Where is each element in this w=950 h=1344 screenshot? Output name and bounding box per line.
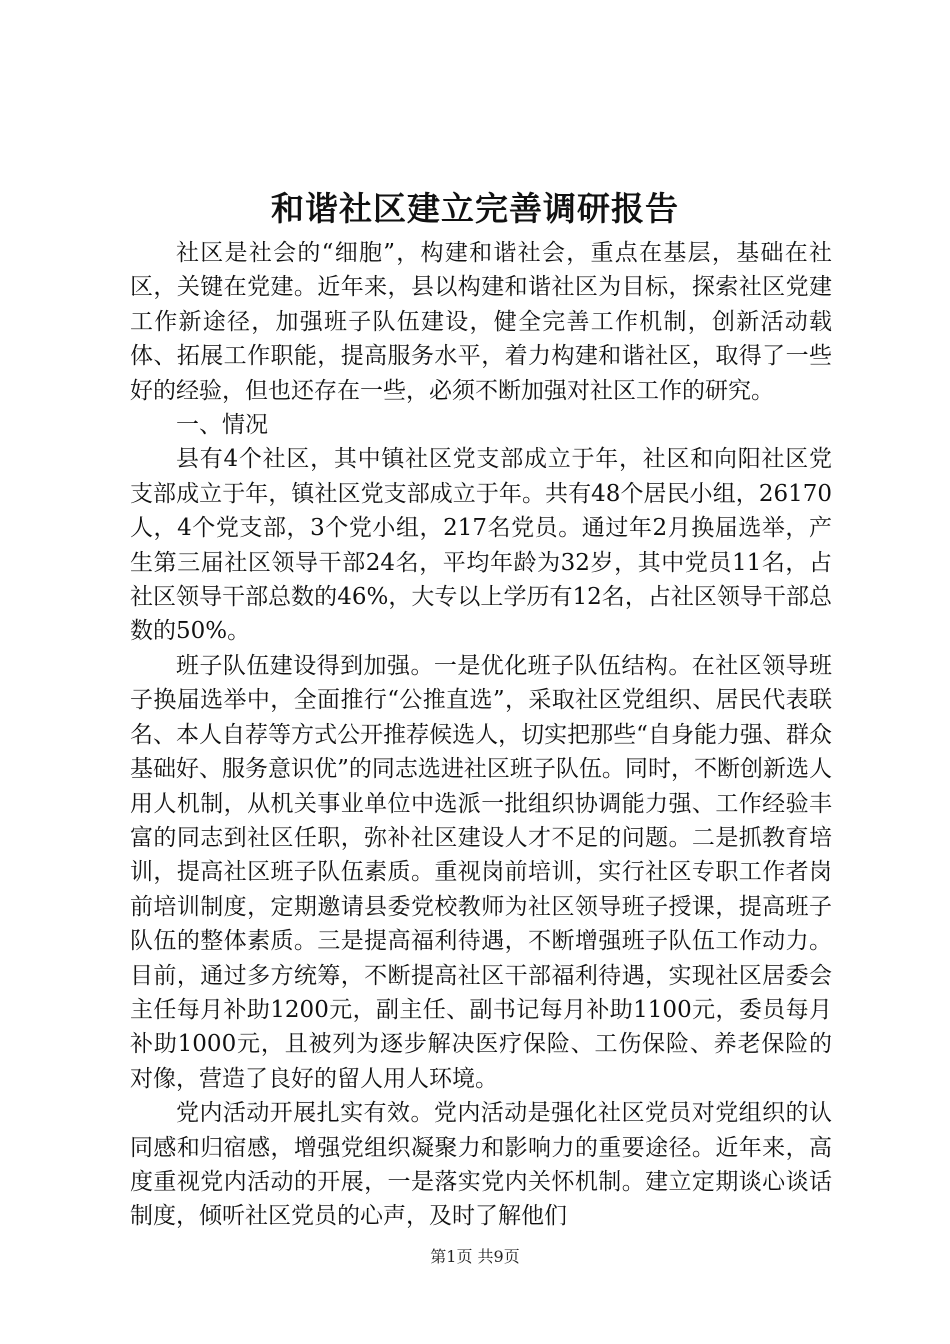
document-body <box>130 236 832 1234</box>
paragraph-overview: 县有4个社区，其中镇社区党支部成立于年，社区和向阳社区党支部成立于年，镇社区党支部成立于年。共有48个居民小组，26170人，4个党支部，3个党小组，217名党员。通过年2月换届选举，产生第三届社区领导干部24名，平均年龄为32岁，其中党员11名，占社区领导干部总数的46%，大专以上学历有12名，占社区领导干部总数的50%。 <box>130 446 832 645</box>
page-footer: 第1页 共9页 <box>430 1247 520 1266</box>
paragraph-party-activities: 党内活动开展扎实有效。党内活动是强化社区党员对党组织的认同感和归宿感，增强党组织凝聚力和影响力的重要途径。近年来，高度重视党内活动的开展，一是落实党内关怀机制。建立定期谈心谈话制度，倾听社区党员的心声，及时了解他们 <box>130 1100 832 1230</box>
paragraph-team-building: 班子队伍建设得到加强。一是优化班子队伍结构。在社区领导班子换届选举中，全面推行“公推直选”，采取社区党组织、居民代表联名、本人自荐等方式公开推荐候选人，切实把那些“自身能力强、群众基础好、服务意识优”的同志选进社区班子队伍。同时，不断创新选人用人机制，从机关事业单位中选派一批组织协调能力强、工作经验丰富的同志到社区任职，弥补社区建设人才不足的问题。二是抓教育培训，提高社区班子队伍素质。重视岗前培训，实行社区专职工作者岗前培训制度，定期邀请县委党校教师为社区领导班子授课，提高班子队伍的整体素质。三是提高福利待遇，不断增强班子队伍工作动力。目前，通过多方统筹，不断提高社区干部福利待遇，实现社区居委会主任每月补助1200元，副主任、副书记每月补助1100元，委员每月补助1000元，且被列为逐步解决医疗保险、工伤保险、养老保险的对像，营造了良好的留人用人环境。 <box>130 652 832 1092</box>
document-title: 和谐社区建立完善调研报告 <box>271 189 679 228</box>
paragraph-intro: 社区是社会的“细胞”，构建和谐社会，重点在基层，基础在社区，关键在党建。近年来，县以构建和谐社区为目标，探索社区党建工作新途径，加强班子队伍建设，健全完善工作机制，创新活动载体、拓展工作职能，提高服务水平，着力构建和谐社区，取得了一些好的经验，但也还存在一些，必须不断加强对社区工作的研究。 <box>130 240 832 404</box>
section-heading-situation: 一、情况 <box>176 412 268 439</box>
